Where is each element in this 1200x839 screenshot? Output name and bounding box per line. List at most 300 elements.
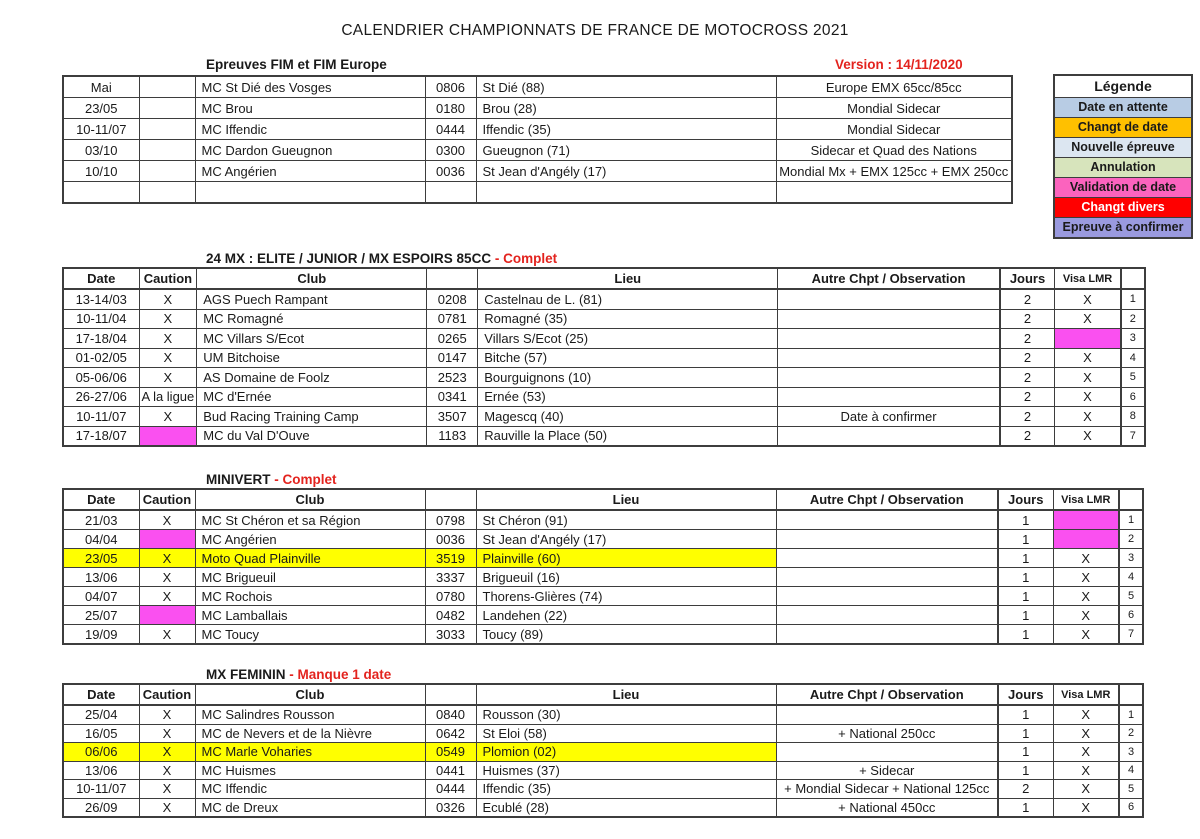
cell-obs: [776, 549, 998, 568]
cell-jours: 2: [1000, 289, 1055, 309]
cell-code: 0549: [425, 743, 476, 762]
table-row: [63, 549, 1143, 568]
cell-caution: X: [139, 761, 195, 780]
table-row: [63, 329, 1145, 349]
cell-club: MC Lamballais: [195, 606, 425, 625]
cell-code: 0642: [425, 724, 476, 743]
cell-code: 0265: [427, 329, 478, 349]
cell-visa: X: [1053, 625, 1119, 645]
table-row: [63, 289, 1145, 309]
cell-date: 10-11/04: [63, 309, 139, 329]
table-row: [63, 387, 1145, 407]
cell-club: [195, 182, 425, 204]
cell-date: 01-02/05: [63, 348, 139, 368]
cell-obs: [776, 568, 998, 587]
cell-date: 13/06: [63, 568, 139, 587]
cell-caution: X: [139, 368, 197, 388]
cell-lieu: Huismes (37): [476, 761, 776, 780]
section-title: 24 MX : ELITE / JUNIOR / MX ESPOIRS 85CC: [206, 251, 492, 266]
cell-lieu: St Dié (88): [476, 76, 776, 98]
cell-num: 3: [1119, 743, 1143, 762]
cell-lieu: Plomion (02): [476, 743, 776, 762]
cell-lieu: Brigueuil (16): [476, 568, 776, 587]
cell-visa: X: [1053, 780, 1119, 799]
header-caution: Caution: [139, 268, 197, 289]
cell-code: 0036: [425, 530, 476, 549]
cell-obs: + Mondial Sidecar + National 125cc: [776, 780, 998, 799]
header-lieu: Lieu: [476, 489, 776, 510]
cell-jours: 1: [998, 743, 1053, 762]
cell-caution: X: [139, 568, 195, 587]
fim-table: [62, 75, 1013, 204]
cell-jours: 1: [998, 724, 1053, 743]
cell-code: 0341: [427, 387, 478, 407]
cell-visa: X: [1053, 798, 1119, 817]
cell-visa: X: [1053, 705, 1119, 724]
cell-num: 2: [1119, 724, 1143, 743]
cell-date: [63, 182, 139, 204]
cell-num: 4: [1119, 761, 1143, 780]
cell-caution: [139, 98, 195, 119]
table-row: [63, 368, 1145, 388]
page-title: CALENDRIER CHAMPIONNATS DE FRANCE DE MOTOCROSS 2021: [341, 22, 849, 39]
cell-caution: [139, 606, 195, 625]
legend-item: Epreuve à confirmer: [1055, 217, 1191, 237]
cell-obs: Mondial Sidecar: [776, 119, 1012, 140]
cell-obs: [778, 309, 1000, 329]
cell-jours: 2: [1000, 309, 1055, 329]
cell-jours: 1: [998, 606, 1053, 625]
table-row: [63, 182, 1012, 204]
cell-num: 2: [1121, 309, 1145, 329]
cell-visa: X: [1055, 309, 1121, 329]
cell-lieu: Ecublé (28): [476, 798, 776, 817]
table-row: [63, 724, 1143, 743]
cell-visa: X: [1055, 289, 1121, 309]
header-num: [1119, 489, 1143, 510]
cell-jours: 2: [1000, 368, 1055, 388]
cell-club: MC du Val D'Ouve: [197, 426, 427, 446]
cell-club: Moto Quad Plainville: [195, 549, 425, 568]
cell-obs: + Sidecar: [776, 761, 998, 780]
cell-club: MC Villars S/Ecot: [197, 329, 427, 349]
cell-date: 21/03: [63, 510, 139, 530]
cell-lieu: Iffendic (35): [476, 119, 776, 140]
table-row: [63, 98, 1012, 119]
table-minivert: [62, 488, 1144, 645]
cell-jours: 1: [998, 798, 1053, 817]
cell-date: 25/07: [63, 606, 139, 625]
section-status: - Complet: [274, 472, 337, 487]
cell-visa: [1053, 510, 1119, 530]
cell-num: 1: [1119, 510, 1143, 530]
cell-date: 19/09: [63, 625, 139, 645]
cell-num: 7: [1121, 426, 1145, 446]
cell-lieu: Villars S/Ecot (25): [478, 329, 778, 349]
header-code: [425, 489, 476, 510]
cell-lieu: Castelnau de L. (81): [478, 289, 778, 309]
cell-caution: X: [139, 743, 195, 762]
table-row: [63, 530, 1143, 549]
cell-num: 8: [1121, 407, 1145, 427]
header-visa: Visa LMR: [1053, 684, 1119, 705]
header-row: [63, 268, 1145, 289]
cell-date: 04/04: [63, 530, 139, 549]
cell-lieu: Brou (28): [476, 98, 776, 119]
table-mxfeminin: [62, 683, 1144, 818]
cell-visa: X: [1055, 426, 1121, 446]
cell-code: 0208: [427, 289, 478, 309]
cell-club: MC Brou: [195, 98, 425, 119]
cell-date: 05-06/06: [63, 368, 139, 388]
table-row: [63, 426, 1145, 446]
cell-visa: X: [1055, 368, 1121, 388]
header-caution: Caution: [139, 489, 195, 510]
cell-date: 04/07: [63, 587, 139, 606]
cell-num: 1: [1121, 289, 1145, 309]
cell-visa: X: [1055, 407, 1121, 427]
cell-obs: Europe EMX 65cc/85cc: [776, 76, 1012, 98]
cell-club: MC Iffendic: [195, 780, 425, 799]
cell-date: 17-18/04: [63, 329, 139, 349]
cell-code: 0781: [427, 309, 478, 329]
cell-lieu: Iffendic (35): [476, 780, 776, 799]
cell-club: MC Romagné: [197, 309, 427, 329]
cell-club: MC Marle Voharies: [195, 743, 425, 762]
cell-code: 1183: [427, 426, 478, 446]
header-caution: Caution: [139, 684, 195, 705]
cell-caution: [139, 76, 195, 98]
cell-caution: A la ligue: [139, 387, 197, 407]
cell-code: 0798: [425, 510, 476, 530]
cell-caution: X: [139, 705, 195, 724]
cell-jours: 2: [1000, 329, 1055, 349]
cell-lieu: [476, 182, 776, 204]
cell-date: 13/06: [63, 761, 139, 780]
cell-jours: 1: [998, 549, 1053, 568]
cell-num: 5: [1119, 587, 1143, 606]
header-visa: Visa LMR: [1055, 268, 1121, 289]
cell-visa: X: [1053, 743, 1119, 762]
section-caption-minivert: [206, 472, 337, 487]
section-title: MINIVERT: [206, 472, 271, 487]
section-status: - Manque 1 date: [289, 667, 392, 682]
legend-item: Changt de date: [1055, 117, 1191, 137]
table-row: [63, 743, 1143, 762]
header-obs: Autre Chpt / Observation: [776, 684, 998, 705]
header-row: [63, 684, 1143, 705]
cell-lieu: Romagné (35): [478, 309, 778, 329]
cell-num: 5: [1119, 780, 1143, 799]
cell-club: MC Dardon Gueugnon: [195, 140, 425, 161]
cell-jours: 1: [998, 705, 1053, 724]
cell-obs: [776, 743, 998, 762]
cell-date: 26-27/06: [63, 387, 139, 407]
cell-obs: [776, 625, 998, 645]
cell-club: UM Bitchoise: [197, 348, 427, 368]
cell-obs: + National 250cc: [776, 724, 998, 743]
table-24mx: [62, 267, 1146, 447]
table-row: [63, 625, 1143, 645]
table-row: [63, 348, 1145, 368]
cell-caution: X: [139, 289, 197, 309]
cell-club: MC St Chéron et sa Région: [195, 510, 425, 530]
cell-jours: 1: [998, 587, 1053, 606]
cell-obs: [778, 426, 1000, 446]
cell-jours: 1: [998, 568, 1053, 587]
header-code: [427, 268, 478, 289]
cell-lieu: Ernée (53): [478, 387, 778, 407]
header-row: [63, 489, 1143, 510]
cell-jours: 2: [1000, 426, 1055, 446]
cell-obs: [776, 606, 998, 625]
cell-club: MC Brigueuil: [195, 568, 425, 587]
cell-club: MC Salindres Rousson: [195, 705, 425, 724]
cell-num: 6: [1121, 387, 1145, 407]
cell-date: 13-14/03: [63, 289, 139, 309]
cell-date: 10-11/07: [63, 780, 139, 799]
cell-date: 25/04: [63, 705, 139, 724]
cell-visa: X: [1053, 549, 1119, 568]
cell-club: MC de Nevers et de la Nièvre: [195, 724, 425, 743]
version-label: Version : 14/11/2020: [835, 57, 963, 72]
cell-date: 23/05: [63, 98, 139, 119]
cell-caution: X: [139, 549, 195, 568]
cell-club: MC Toucy: [195, 625, 425, 645]
cell-obs: [776, 705, 998, 724]
table-row: [63, 780, 1143, 799]
cell-obs: [778, 387, 1000, 407]
section-title: MX FEMININ: [206, 667, 286, 682]
cell-lieu: St Eloi (58): [476, 724, 776, 743]
table-row: [63, 407, 1145, 427]
header-club: Club: [197, 268, 427, 289]
cell-num: 2: [1119, 530, 1143, 549]
table-row: [63, 705, 1143, 724]
cell-visa: X: [1053, 761, 1119, 780]
section-caption-mxfeminin: [206, 667, 391, 682]
cell-code: 2523: [427, 368, 478, 388]
legend-item: Nouvelle épreuve: [1055, 137, 1191, 157]
cell-lieu: Plainville (60): [476, 549, 776, 568]
cell-lieu: Landehen (22): [476, 606, 776, 625]
cell-num: 6: [1119, 798, 1143, 817]
cell-lieu: Gueugnon (71): [476, 140, 776, 161]
legend-item: Validation de date: [1055, 177, 1191, 197]
cell-code: 0482: [425, 606, 476, 625]
cell-club: MC Angérien: [195, 161, 425, 182]
cell-visa: X: [1053, 724, 1119, 743]
cell-caution: X: [139, 510, 195, 530]
cell-club: AS Domaine de Foolz: [197, 368, 427, 388]
table-row: [63, 798, 1143, 817]
cell-jours: 1: [998, 625, 1053, 645]
cell-code: 0840: [425, 705, 476, 724]
cell-jours: 2: [1000, 387, 1055, 407]
table-row: [63, 606, 1143, 625]
cell-num: 4: [1119, 568, 1143, 587]
cell-caution: X: [139, 587, 195, 606]
header-club: Club: [195, 684, 425, 705]
cell-code: 0326: [425, 798, 476, 817]
cell-club: MC Rochois: [195, 587, 425, 606]
table-row: [63, 140, 1012, 161]
cell-club: MC Angérien: [195, 530, 425, 549]
cell-visa: X: [1053, 606, 1119, 625]
table-row: [63, 510, 1143, 530]
table-row: [63, 761, 1143, 780]
cell-lieu: Rousson (30): [476, 705, 776, 724]
cell-caution: [139, 182, 195, 204]
cell-date: 17-18/07: [63, 426, 139, 446]
table-row: [63, 587, 1143, 606]
cell-lieu: Bourguignons (10): [478, 368, 778, 388]
cell-num: 4: [1121, 348, 1145, 368]
legend-item: Date en attente: [1055, 97, 1191, 117]
cell-caution: X: [139, 329, 197, 349]
cell-obs: [776, 510, 998, 530]
header-lieu: Lieu: [478, 268, 778, 289]
header-num: [1119, 684, 1143, 705]
cell-code: 0180: [425, 98, 476, 119]
cell-visa: X: [1053, 568, 1119, 587]
cell-obs: [776, 530, 998, 549]
cell-caution: X: [139, 724, 195, 743]
header-jours: Jours: [1000, 268, 1055, 289]
cell-obs: [776, 587, 998, 606]
cell-date: 16/05: [63, 724, 139, 743]
cell-date: 10/10: [63, 161, 139, 182]
cell-visa: X: [1055, 348, 1121, 368]
cell-obs: [778, 368, 1000, 388]
cell-caution: X: [139, 625, 195, 645]
table-row: [63, 568, 1143, 587]
cell-lieu: Rauville la Place (50): [478, 426, 778, 446]
cell-jours: 1: [998, 761, 1053, 780]
header-code: [425, 684, 476, 705]
cell-date: 10-11/07: [63, 407, 139, 427]
cell-jours: 2: [1000, 407, 1055, 427]
section-status: - Complet: [494, 251, 558, 266]
cell-code: [425, 182, 476, 204]
cell-obs: [778, 289, 1000, 309]
cell-obs: [778, 329, 1000, 349]
cell-code: 0441: [425, 761, 476, 780]
header-date: Date: [63, 489, 139, 510]
legend-item: Annulation: [1055, 157, 1191, 177]
cell-date: 06/06: [63, 743, 139, 762]
cell-date: 10-11/07: [63, 119, 139, 140]
legend-title: Légende: [1055, 76, 1191, 97]
cell-code: 3519: [425, 549, 476, 568]
cell-num: 3: [1119, 549, 1143, 568]
cell-visa: X: [1055, 387, 1121, 407]
cell-club: MC St Dié des Vosges: [195, 76, 425, 98]
header-num: [1121, 268, 1145, 289]
cell-visa: [1053, 530, 1119, 549]
cell-num: 5: [1121, 368, 1145, 388]
cell-club: MC Iffendic: [195, 119, 425, 140]
cell-caution: [139, 161, 195, 182]
cell-code: 0780: [425, 587, 476, 606]
table-row: [63, 309, 1145, 329]
header-jours: Jours: [998, 489, 1053, 510]
cell-obs: + National 450cc: [776, 798, 998, 817]
cell-code: 3507: [427, 407, 478, 427]
table-row: [63, 76, 1012, 98]
header-jours: Jours: [998, 684, 1053, 705]
table-row: [63, 119, 1012, 140]
cell-caution: [139, 140, 195, 161]
cell-obs: Mondial Mx + EMX 125cc + EMX 250cc: [776, 161, 1012, 182]
header-date: Date: [63, 684, 139, 705]
cell-code: 0806: [425, 76, 476, 98]
cell-club: MC Huismes: [195, 761, 425, 780]
cell-code: 0147: [427, 348, 478, 368]
cell-code: 0444: [425, 780, 476, 799]
header-date: Date: [63, 268, 139, 289]
cell-caution: [139, 426, 197, 446]
cell-lieu: St Jean d'Angély (17): [476, 161, 776, 182]
cell-code: 0036: [425, 161, 476, 182]
cell-visa: [1055, 329, 1121, 349]
cell-jours: 1: [998, 530, 1053, 549]
cell-obs: [778, 348, 1000, 368]
cell-code: 0444: [425, 119, 476, 140]
header-obs: Autre Chpt / Observation: [776, 489, 998, 510]
cell-num: 1: [1119, 705, 1143, 724]
fim-section-caption: Epreuves FIM et FIM Europe: [206, 57, 387, 72]
cell-lieu: Thorens-Glières (74): [476, 587, 776, 606]
cell-date: 26/09: [63, 798, 139, 817]
cell-caution: X: [139, 407, 197, 427]
table-row: [63, 161, 1012, 182]
cell-visa: X: [1053, 587, 1119, 606]
cell-lieu: St Jean d'Angély (17): [476, 530, 776, 549]
cell-lieu: St Chéron (91): [476, 510, 776, 530]
cell-jours: 1: [998, 510, 1053, 530]
cell-club: AGS Puech Rampant: [197, 289, 427, 309]
cell-jours: 2: [1000, 348, 1055, 368]
header-obs: Autre Chpt / Observation: [778, 268, 1000, 289]
cell-obs: Mondial Sidecar: [776, 98, 1012, 119]
cell-club: Bud Racing Training Camp: [197, 407, 427, 427]
section-caption-24mx: [206, 251, 557, 266]
cell-caution: X: [139, 780, 195, 799]
cell-date: Mai: [63, 76, 139, 98]
cell-num: 7: [1119, 625, 1143, 645]
cell-obs: Date à confirmer: [778, 407, 1000, 427]
cell-code: 0300: [425, 140, 476, 161]
cell-num: 3: [1121, 329, 1145, 349]
legend-item: Changt divers: [1055, 197, 1191, 217]
cell-date: 03/10: [63, 140, 139, 161]
header-lieu: Lieu: [476, 684, 776, 705]
cell-club: MC d'Ernée: [197, 387, 427, 407]
cell-caution: X: [139, 348, 197, 368]
cell-num: 6: [1119, 606, 1143, 625]
cell-lieu: Bitche (57): [478, 348, 778, 368]
cell-caution: X: [139, 309, 197, 329]
cell-caution: [139, 119, 195, 140]
cell-lieu: Toucy (89): [476, 625, 776, 645]
cell-obs: [776, 182, 1012, 204]
legend: [1053, 74, 1193, 239]
header-visa: Visa LMR: [1053, 489, 1119, 510]
cell-code: 3033: [425, 625, 476, 645]
cell-caution: X: [139, 798, 195, 817]
cell-lieu: Magescq (40): [478, 407, 778, 427]
